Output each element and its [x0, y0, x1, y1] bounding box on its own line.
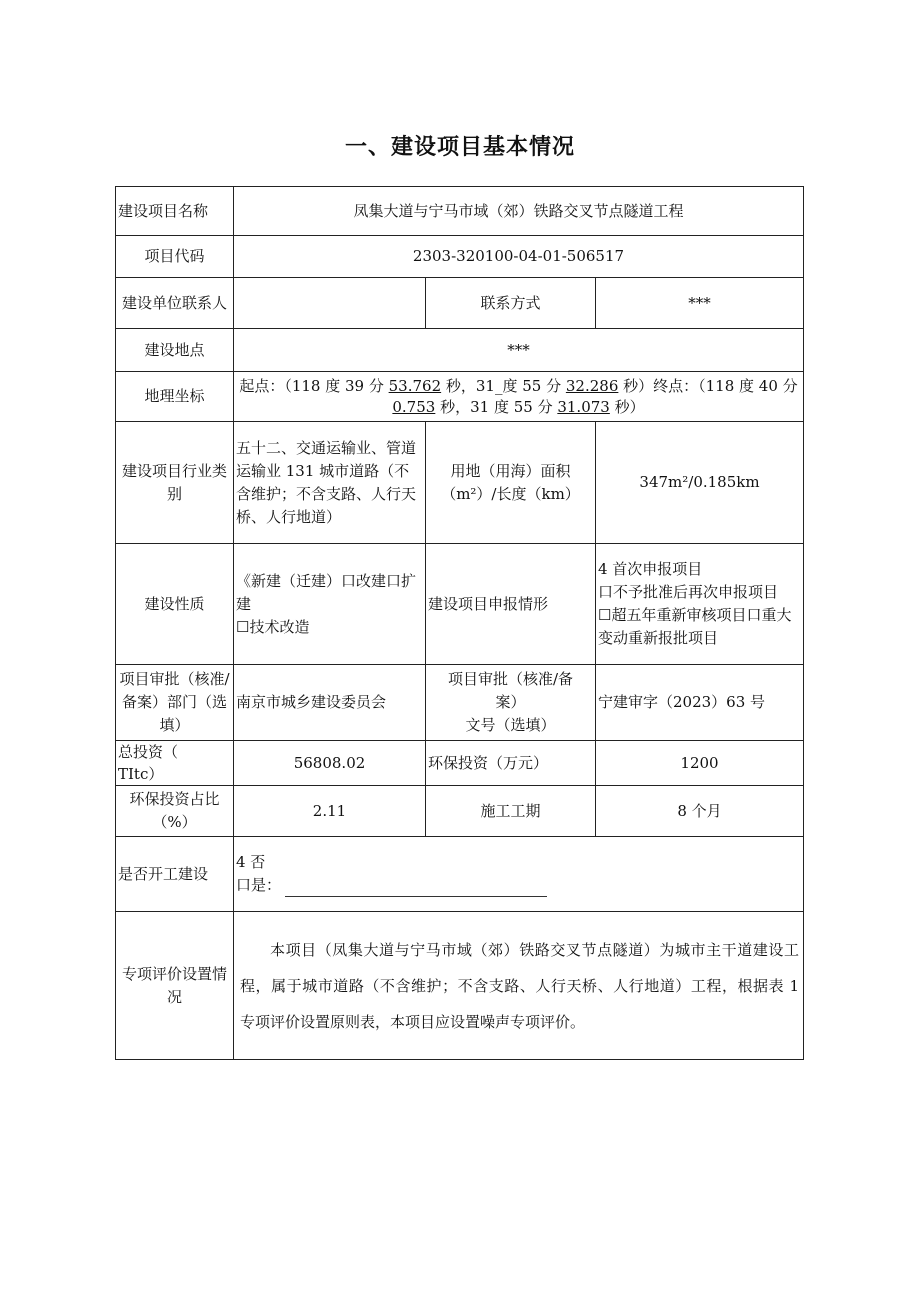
value-nature: [234, 544, 426, 665]
value-project-code: 2303-320100-04-01-506517: [234, 236, 804, 278]
value-declare: [596, 544, 804, 665]
started-option-no: 4 否: [236, 853, 266, 871]
row-contact: [116, 278, 804, 329]
special-paragraph: 本项目（凤集大道与宁马市域（郊）铁路交叉节点隧道）为城市主干道建设工程，属于城市道路（不含维护；不含支路、人行天桥、人行地道）工程，根据表 1 专项评价设置原则表，本项目应设置噪声专项评价。: [240, 940, 799, 1031]
value-approval-doc: 宁建审字（2023）63 号: [596, 665, 804, 741]
coord-part-7: 秒，31 度 55 分: [435, 397, 558, 416]
label-started: 是否开工建设: [116, 837, 234, 912]
value-coordinates: [234, 372, 804, 422]
value-investment: 56808.02: [234, 741, 426, 786]
page-title: 一、建设项目基本情况: [344, 135, 575, 160]
nature-options-line2: ☐技术改造: [236, 617, 310, 636]
label-period: 施工工期: [426, 786, 596, 837]
coord-start-lat-sec: 32.286: [565, 376, 619, 395]
label-declare: 建设项目申报情形: [426, 544, 596, 665]
project-info-table: [115, 186, 804, 1060]
row-investment: [116, 741, 804, 786]
row-project-code: [116, 236, 804, 278]
label-approval-doc: [426, 665, 596, 741]
value-project-name: 凤集大道与宁马市域（郊）铁路交叉节点隧道工程: [234, 187, 804, 236]
row-started: [116, 837, 804, 912]
row-location: [116, 329, 804, 372]
started-option-yes: 口是：: [236, 876, 282, 894]
label-area: 用地（用海）面积（m²）/长度（km）: [426, 422, 596, 544]
label-approval-dept: 项目审批（核准/备案）部门（选填）: [116, 665, 234, 741]
coord-part-9: 秒）: [609, 397, 645, 416]
value-area: 347m²/0.185km: [596, 422, 804, 544]
label-contact-method: 联系方式: [426, 278, 596, 329]
value-industry: 五十二、交通运输业、管道运输业 131 城市道路（不含维护；不含支路、人行天桥、人行地道）: [234, 422, 426, 544]
row-ratio: [116, 786, 804, 837]
label-industry: 建设项目行业类别: [116, 422, 234, 544]
row-approval: [116, 665, 804, 741]
value-started: [234, 837, 804, 912]
label-contact: 建设单位联系人: [116, 278, 234, 329]
value-env-ratio: 2.11: [234, 786, 426, 837]
label-project-code: 项目代码: [116, 236, 234, 278]
value-period: 8 个月: [596, 786, 804, 837]
row-special: [116, 912, 804, 1060]
label-investment: [116, 741, 234, 786]
label-location: 建设地点: [116, 329, 234, 372]
started-yes-blank-line: [285, 880, 547, 897]
label-coordinates: 地理坐标: [116, 372, 234, 422]
approval-doc-label-2: 案）: [495, 693, 526, 711]
value-env-investment: 1200: [596, 741, 804, 786]
declare-option-3: ☐超五年重新审核项目口重大变动重新报批项目: [598, 606, 792, 647]
approval-doc-label-3: 文号（选填）: [465, 716, 556, 734]
value-special: [234, 912, 804, 1060]
coord-end-lat-sec: 31.073: [557, 397, 610, 416]
coord-start-lon-sec: 53.762: [388, 376, 442, 395]
value-contact: [234, 278, 426, 329]
approval-doc-label-1: 项目审批（核准/备: [447, 670, 574, 688]
label-nature: 建设性质: [116, 544, 234, 665]
declare-option-2: 口不予批准后再次申报项目: [598, 583, 779, 601]
coord-part-1: 起点：（118 度 39 分: [239, 376, 389, 395]
row-coordinates: [116, 372, 804, 422]
investment-label-1: 总投资（: [118, 743, 179, 761]
label-special: 专项评价设置情况: [116, 912, 234, 1060]
value-approval-dept: 南京市城乡建设委员会: [234, 665, 426, 741]
label-env-investment: 环保投资（万元）: [426, 741, 596, 786]
value-location: ***: [234, 329, 804, 372]
nature-options-line1: 《新建（迁建）口改建口扩建: [236, 571, 417, 613]
value-contact-method: ***: [596, 278, 804, 329]
coord-part-3: 秒，31_度 55 分: [441, 376, 566, 395]
row-nature: [116, 544, 804, 665]
row-project-name: [116, 187, 804, 236]
row-industry: [116, 422, 804, 544]
label-env-ratio: 环保投资占比（%）: [116, 786, 234, 837]
investment-label-2: TItc）: [118, 765, 164, 783]
declare-option-1: 4 首次申报项目: [598, 560, 703, 578]
coord-part-5: 秒）终点：（118 度 40 分: [618, 376, 798, 395]
coord-end-lon-sec: 0.753: [392, 397, 436, 416]
label-project-name: 建设项目名称: [116, 187, 234, 236]
